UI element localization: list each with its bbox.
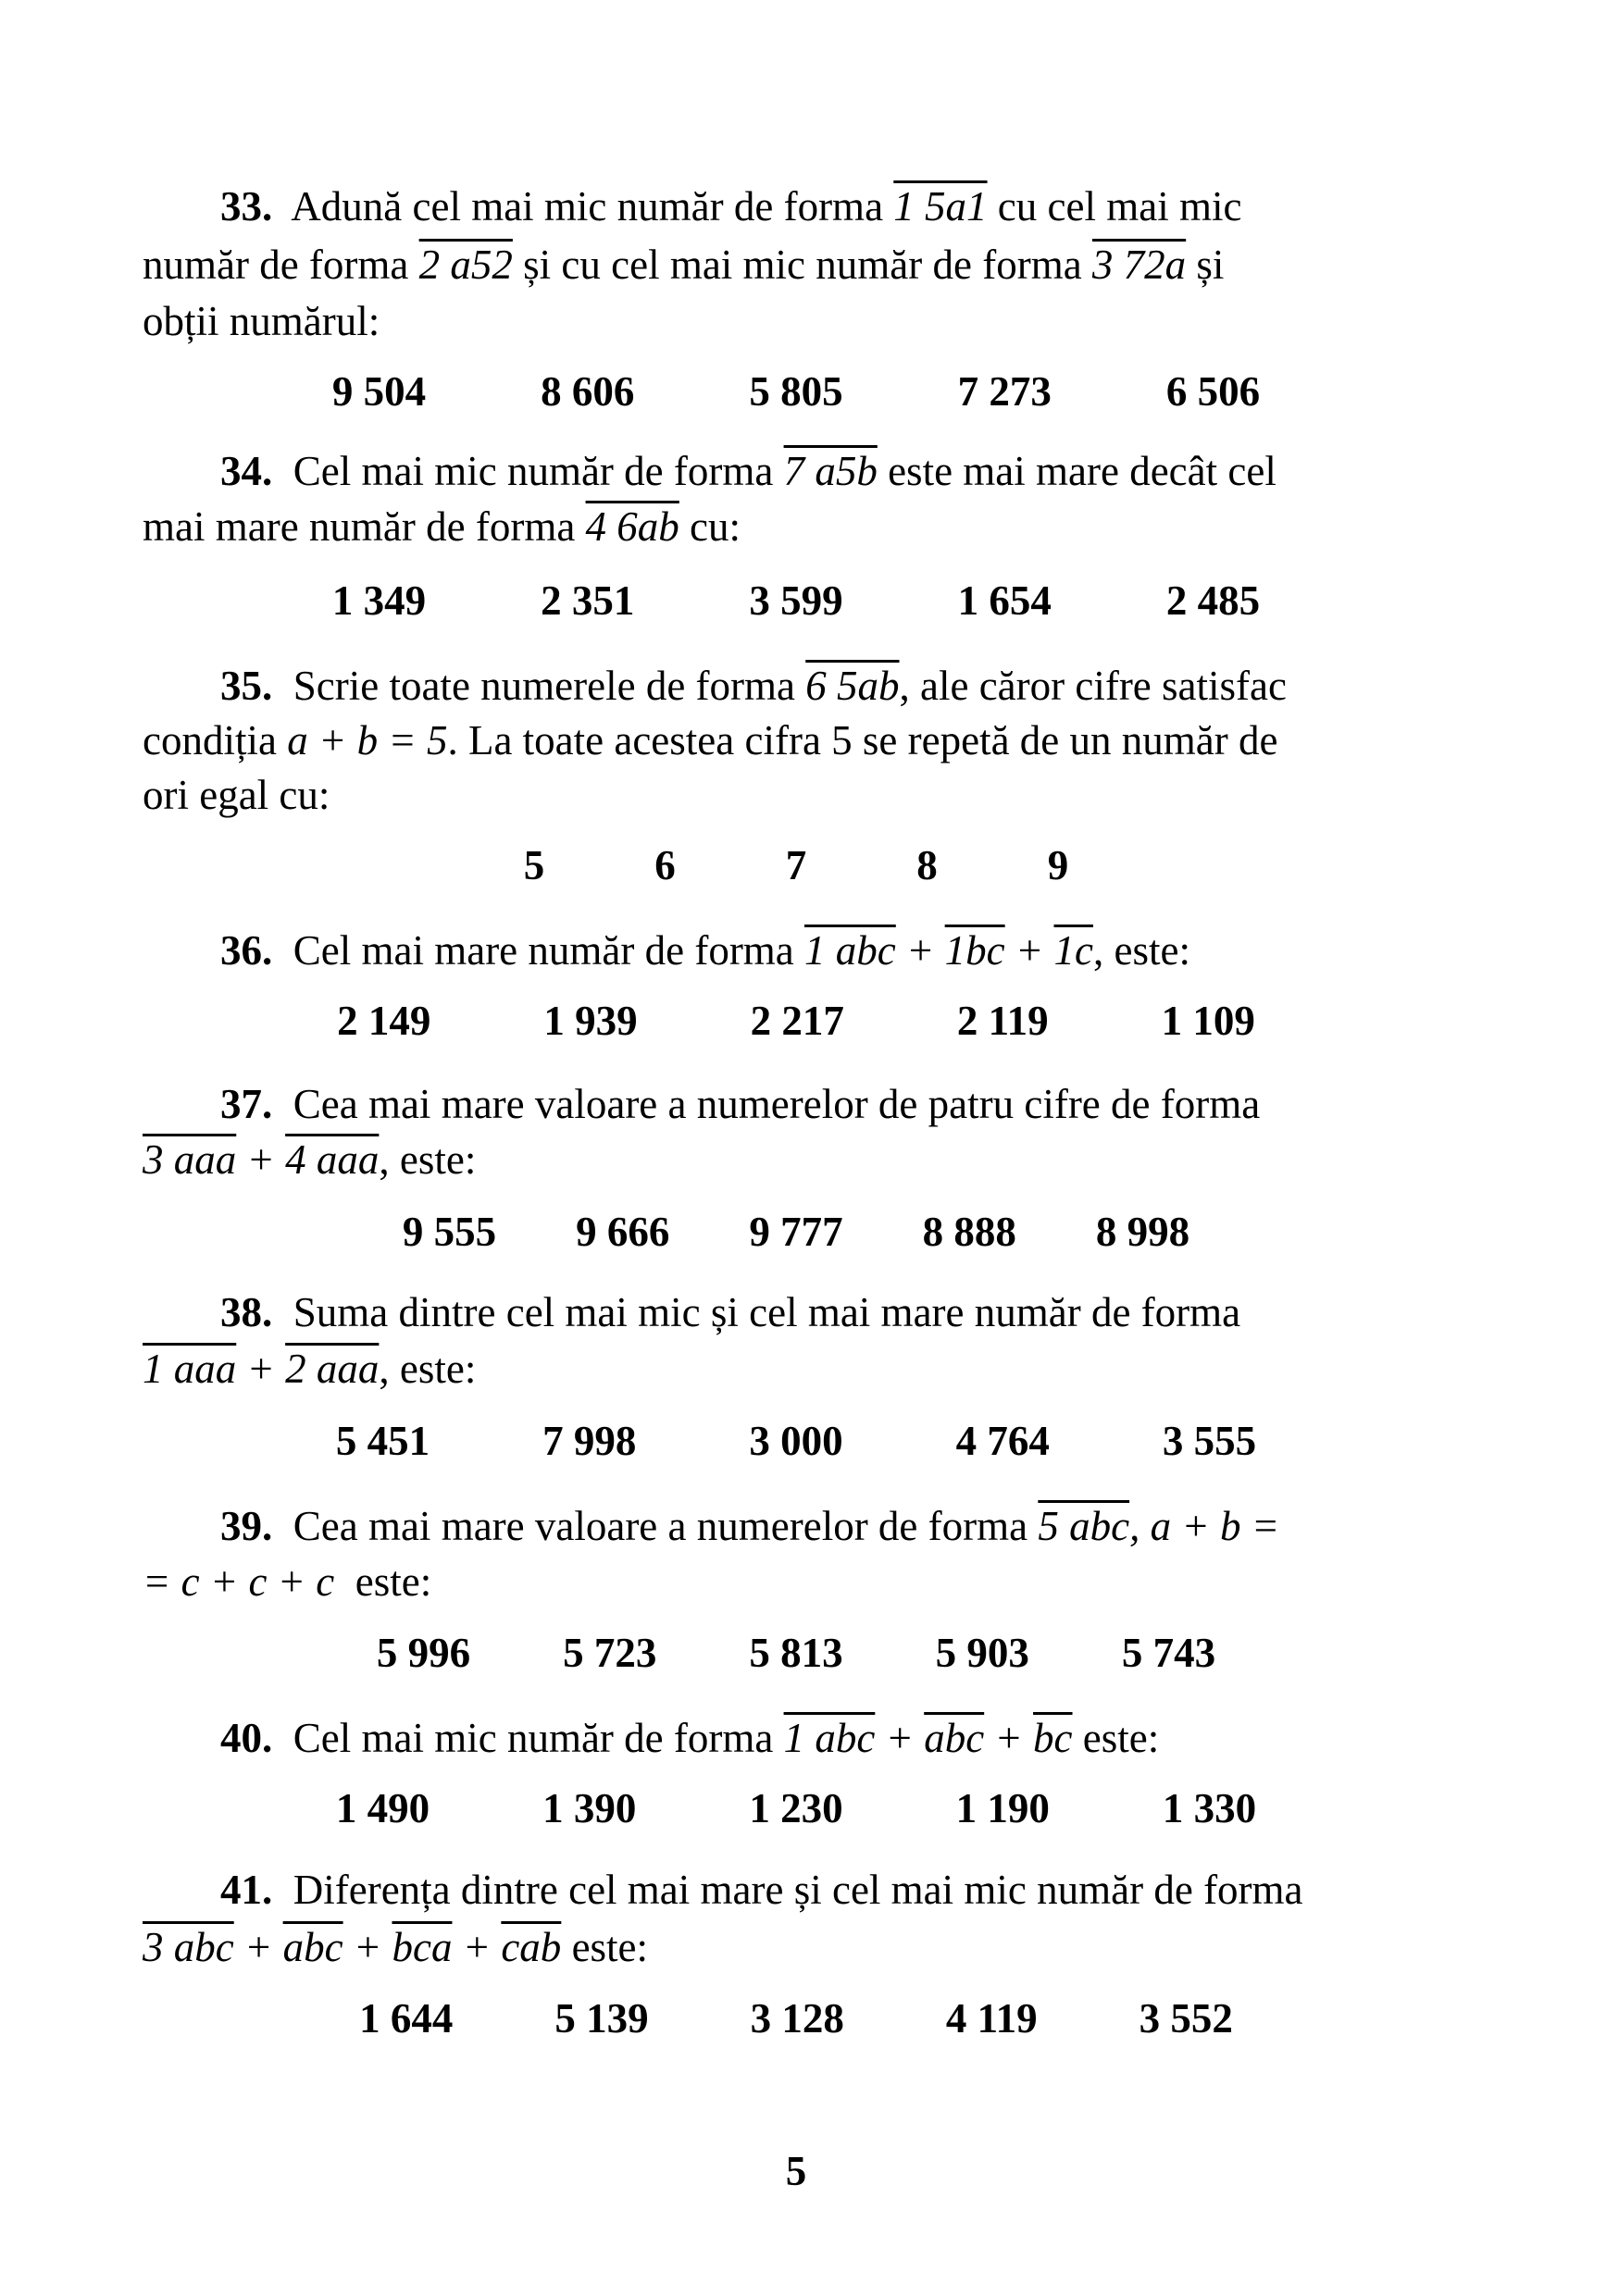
text-segment: . La toate acestea cifra 5 se repetă de un număr de (447, 717, 1278, 763)
answer-option: 2 485 (1165, 577, 1261, 624)
overlined-number: 3 72a (1091, 242, 1187, 288)
problem-text-line (143, 767, 330, 823)
problem-text-line (220, 179, 1241, 234)
answer-options (0, 1991, 1592, 2046)
problem-number: 36. (220, 927, 273, 974)
overlined-number: 2 aaa (285, 1346, 380, 1392)
problem-number: 35. (220, 663, 273, 709)
answer-option: 1 644 (359, 1995, 454, 2042)
answer-options (0, 1781, 1592, 1836)
overlined-number: 1 aaa (143, 1346, 237, 1392)
answer-option: 8 888 (922, 1209, 1016, 1255)
problem-text-line (220, 1285, 1240, 1340)
answer-option: 5 139 (554, 1995, 649, 2042)
overlined-number: 5 abc (1038, 1503, 1130, 1549)
answer-option: 1 390 (542, 1785, 637, 1831)
answer-option: 1 490 (335, 1785, 430, 1831)
text-segment: Cea mai mare valoare a numerelor de patru cifre de forma (293, 1081, 1261, 1127)
answer-options (0, 1625, 1592, 1681)
text-segment: este: (561, 1924, 649, 1970)
math-expression: + (875, 1715, 925, 1761)
answer-option: 3 000 (749, 1418, 843, 1464)
problem-text-line (220, 658, 1287, 714)
text-segment: Adună cel mai mic număr de forma (291, 183, 894, 230)
text-segment: este: (334, 1558, 432, 1605)
answer-option: 4 764 (955, 1418, 1050, 1464)
overlined-number: 1 abc (804, 927, 896, 974)
answer-option: 1 939 (543, 998, 638, 1044)
answer-option: 5 996 (376, 1630, 471, 1676)
overlined-number: 2 a52 (418, 242, 513, 288)
answer-option: 6 (654, 842, 676, 888)
math-expression: , a + b = (1129, 1503, 1280, 1549)
problem-number: 33. (220, 183, 273, 230)
problem-number: 41. (220, 1867, 273, 1913)
text-segment: Diferența dintre cel mai mare și cel mai mic număr de forma (293, 1867, 1303, 1913)
math-expression: + (895, 927, 945, 974)
overlined-number: $\overline{abc}$ (282, 1924, 343, 1970)
problem-text-line (143, 237, 1224, 292)
overlined-number: $\overline{bca}$ (392, 1924, 453, 1970)
answer-option: 2 217 (750, 998, 844, 1044)
answer-option: 1 230 (749, 1785, 843, 1831)
text-segment: cu cel mai mic (987, 183, 1242, 230)
text-segment: , ale căror cifre satisfac (899, 663, 1287, 709)
overlined-number: 7 a5b (783, 448, 878, 494)
answer-option: 3 599 (749, 577, 843, 624)
text-segment: Cea mai mare valoare a numerelor de forma (293, 1503, 1039, 1549)
problem-text-line (143, 713, 1277, 768)
problem-number: 38. (220, 1289, 273, 1335)
text-segment: , este: (379, 1346, 477, 1392)
answer-option: 4 119 (945, 1995, 1038, 2042)
problem-text-line (220, 1076, 1260, 1132)
text-segment: mai mare număr de forma (143, 503, 586, 550)
overlined-number: $\overline{bc}$ (1033, 1715, 1073, 1761)
answer-option: 1 349 (331, 577, 427, 624)
answer-option: 1 654 (957, 577, 1052, 624)
answer-option: 5 (523, 842, 545, 888)
overlined-number: 4 aaa (285, 1136, 380, 1183)
text-segment: și cu cel mai mic număr de forma (512, 242, 1092, 288)
problem-number: 40. (220, 1715, 273, 1761)
math-expression: = c + c + c (143, 1558, 335, 1605)
text-segment: obții numărul: (143, 298, 380, 344)
text-segment: Scrie toate numerele de forma (293, 663, 806, 709)
answer-option: 9 504 (331, 368, 427, 415)
answer-option: 2 119 (956, 998, 1049, 1044)
text-segment: Cel mai mare număr de forma (293, 927, 805, 974)
answer-option: 5 723 (563, 1630, 657, 1676)
answer-options (0, 364, 1592, 419)
text-segment: , este: (1093, 927, 1190, 974)
problem-number: 39. (220, 1503, 273, 1549)
overlined-number: 1bc (944, 927, 1005, 974)
answer-options (0, 1413, 1592, 1469)
problem-text-line (143, 1341, 476, 1396)
math-expression: + (452, 1924, 502, 1970)
text-segment: Cel mai mic număr de forma (293, 448, 784, 494)
problem-text-line (143, 1919, 648, 1975)
problem-number: 37. (220, 1081, 273, 1127)
text-segment: număr de forma (143, 242, 419, 288)
overlined-number: 3 abc (143, 1924, 234, 1970)
problem-text-line (220, 1498, 1279, 1554)
problem-text-line (220, 1710, 1159, 1766)
text-segment: condiția (143, 717, 288, 763)
text-segment: este: (1072, 1715, 1160, 1761)
answer-option: 7 998 (542, 1418, 637, 1464)
answer-option: 5 813 (749, 1630, 843, 1676)
overlined-number: 1 abc (783, 1715, 876, 1761)
answer-option: 8 (916, 842, 938, 888)
overlined-number: 3 aaa (143, 1136, 237, 1183)
answer-option: 1 190 (955, 1785, 1050, 1831)
answer-option: 2 149 (337, 998, 431, 1044)
page-number: 5 (785, 2148, 807, 2194)
answer-option: 8 606 (541, 368, 635, 415)
math-expression: + (236, 1136, 286, 1183)
problem-text-line (143, 1132, 476, 1187)
text-segment: Suma dintre cel mai mic și cel mai mare număr de forma (293, 1289, 1241, 1335)
overlined-number: $\overline{cab}$ (501, 1924, 562, 1970)
math-expression: + (342, 1924, 392, 1970)
text-segment: este mai mare decât cel (877, 448, 1277, 494)
problem-text-line (143, 293, 380, 349)
overlined-number: 1 5a1 (893, 183, 988, 230)
math-expression: + (1004, 927, 1054, 974)
text-segment: și (1186, 242, 1225, 288)
answer-options (0, 1204, 1592, 1260)
answer-option: 3 128 (750, 1995, 844, 2042)
answer-option: 7 (785, 842, 807, 888)
answer-option: 3 555 (1162, 1418, 1257, 1464)
answer-options (0, 573, 1592, 628)
problem-number: 34. (220, 448, 273, 494)
answer-option: 5 743 (1121, 1630, 1216, 1676)
answer-option: 5 451 (335, 1418, 430, 1464)
answer-option: 1 330 (1162, 1785, 1257, 1831)
answer-options (0, 993, 1592, 1049)
overlined-number: 1c (1053, 927, 1093, 974)
answer-option: 7 273 (957, 368, 1052, 415)
answer-option: 2 351 (541, 577, 635, 624)
text-segment: cu: (679, 503, 741, 550)
overlined-number: $\overline{abc}$ (924, 1715, 985, 1761)
answer-option: 1 109 (1161, 998, 1255, 1044)
answer-options (0, 838, 1592, 893)
answer-option: 6 506 (1165, 368, 1261, 415)
problem-text-line (143, 1554, 431, 1609)
answer-option: 9 (1047, 842, 1069, 888)
answer-option: 9 666 (576, 1209, 670, 1255)
problem-text-line (220, 443, 1277, 499)
answer-option: 3 552 (1139, 1995, 1233, 2042)
answer-option: 9 777 (749, 1209, 843, 1255)
math-expression: a + b = 5 (287, 717, 448, 763)
math-expression: + (984, 1715, 1034, 1761)
problem-text-line (220, 923, 1190, 978)
text-segment: , este: (379, 1136, 477, 1183)
answer-option: 8 998 (1095, 1209, 1190, 1255)
math-expression: + (233, 1924, 283, 1970)
problem-text-line (143, 499, 741, 554)
text-segment: ori egal cu: (143, 772, 330, 818)
problem-text-line (220, 1862, 1303, 1917)
text-segment: Cel mai mic număr de forma (293, 1715, 784, 1761)
overlined-number: 6 5ab (805, 663, 900, 709)
answer-option: 9 555 (402, 1209, 497, 1255)
overlined-number: 4 6ab (585, 503, 679, 550)
answer-option: 5 805 (749, 368, 843, 415)
answer-option: 5 903 (935, 1630, 1029, 1676)
math-expression: + (236, 1346, 286, 1392)
